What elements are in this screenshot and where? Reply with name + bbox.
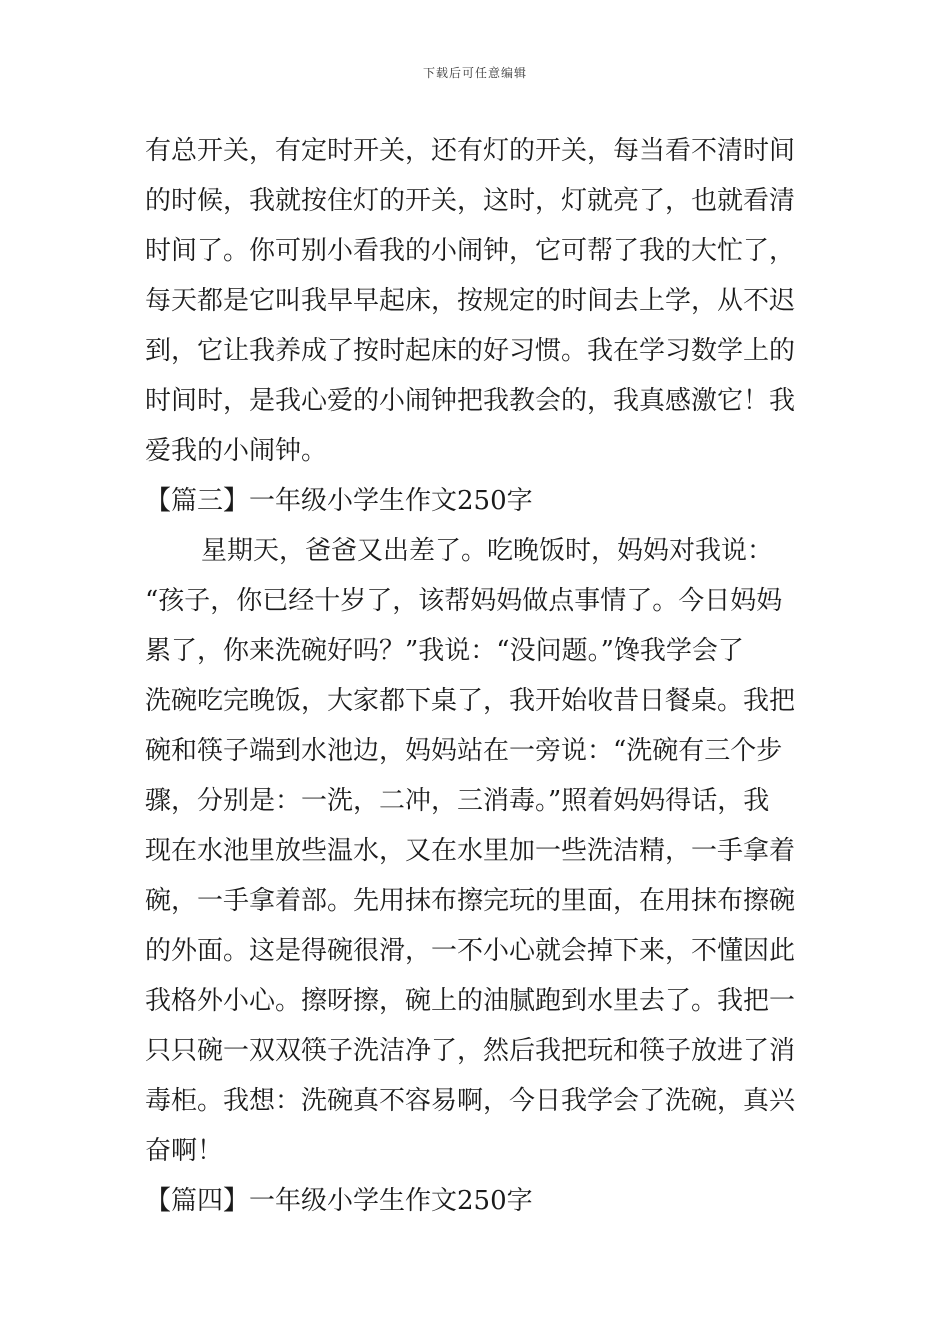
section-heading: 【篇三】一年级小学生作文250字 bbox=[145, 486, 533, 516]
text-line: 时间时，是我心爱的小闹钟把我教会的，我真感激它！我 bbox=[145, 386, 796, 416]
text-line: 骤，分别是：一洗，二冲，三消毒。”照着妈妈得话，我 bbox=[145, 786, 770, 816]
text-line: 累了，你来洗碗好吗？”我说：“没问题。”馋我学会了 bbox=[145, 636, 744, 666]
text-line: 的时候，我就按住灯的开关，这时，灯就亮了，也就看清 bbox=[145, 186, 796, 216]
text-line: 毒柜。我想：洗碗真不容易啊，今日我学会了洗碗，真兴 bbox=[145, 1086, 796, 1116]
text-line: 碗，一手拿着部。先用抹布擦完玩的里面，在用抹布擦碗 bbox=[145, 886, 796, 916]
text-line: 到，它让我养成了按时起床的好习惯。我在学习数学上的 bbox=[145, 336, 796, 366]
page-header: 下载后可任意编辑 bbox=[422, 66, 527, 80]
text-line: 的外面。这是得碗很滑，一不小心就会掉下来，不懂因此 bbox=[145, 936, 796, 966]
text-line: 有总开关，有定时开关，还有灯的开关，每当看不清时间 bbox=[145, 136, 796, 166]
document-body bbox=[145, 126, 810, 1226]
text-line: 现在水池里放些温水，又在水里加一些洗洁精，一手拿着 bbox=[145, 836, 796, 866]
text-line: 时间了。你可别小看我的小闹钟，它可帮了我的大忙了， bbox=[145, 236, 796, 266]
text-line: 只只碗一双双筷子洗洁净了，然后我把玩和筷子放进了消 bbox=[145, 1036, 796, 1066]
text-line: “孩子，你已经十岁了，该帮妈妈做点事情了。今日妈妈 bbox=[145, 586, 783, 616]
text-line: 星期天，爸爸又出差了。吃晚饭时，妈妈对我说： bbox=[201, 536, 774, 566]
text-line: 我格外小心。擦呀擦，碗上的油腻跑到水里去了。我把一 bbox=[145, 986, 796, 1016]
section-heading: 【篇四】一年级小学生作文250字 bbox=[145, 1186, 533, 1216]
text-line: 洗碗吃完晚饭，大家都下桌了，我开始收昔日餐桌。我把 bbox=[145, 686, 796, 716]
text-line: 爱我的小闹钟。 bbox=[145, 436, 328, 466]
text-line: 碗和筷子端到水池边，妈妈站在一旁说：“洗碗有三个步 bbox=[145, 736, 783, 766]
text-line: 每天都是它叫我早早起床，按规定的时间去上学，从不迟 bbox=[145, 286, 796, 316]
text-line: 奋啊！ bbox=[145, 1136, 224, 1166]
